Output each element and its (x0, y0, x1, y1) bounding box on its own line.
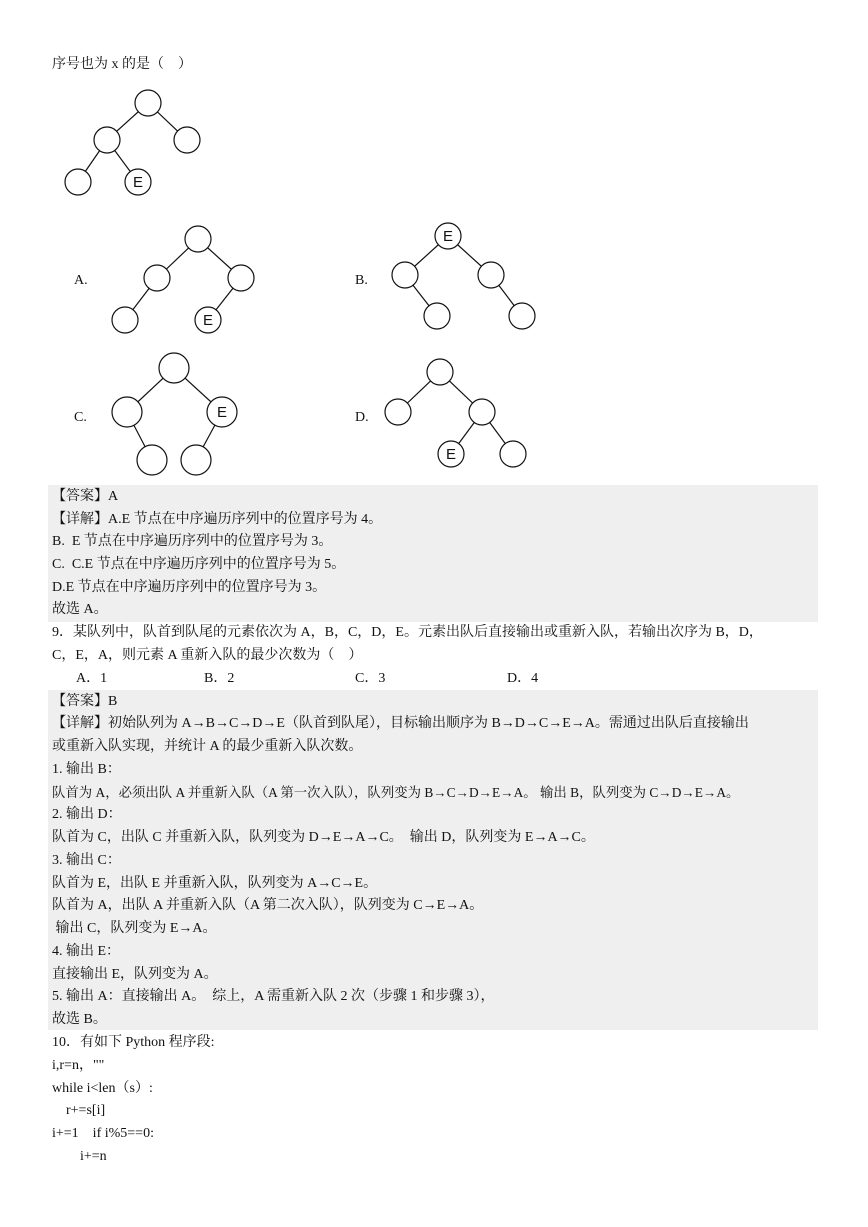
a9-line: 5. 输出 A：直接输出 A。 综上，A 需重新入队 2 次（步骤 1 和步骤 3）， (52, 989, 495, 1004)
q10-code-line: while i<len（s）: (52, 1081, 153, 1096)
node-label-e: E (132, 174, 144, 191)
a8-line: D.E 节点在中序遍历序列中的位置序号为 3。 (52, 580, 327, 595)
a9-line: 队首为 C，出队 C 并重新入队，队列变为 D→E→A→C。 输出 D，队列变为 E→A→C。 (52, 830, 595, 845)
option-c-label[interactable]: C. (74, 410, 87, 425)
node-label-e: E (442, 228, 454, 245)
node-label-e: E (202, 312, 214, 329)
a9-answer: 【答案】B (52, 694, 118, 709)
a9-line: 队首为 A，出队 A 并重新入队（A 第二次入队），队列变为 C→E→A。 (52, 898, 484, 913)
q9-choice-b[interactable]: B．2 (204, 671, 235, 686)
a9-line: 队首为 A，必须出队 A 并重新入队（A 第一次入队），队列变为 B→C→D→E→A。 输出 B，队列变为 C→D→E→A。 (52, 785, 740, 800)
a8-line: 【详解】A.E 节点在中序遍历序列中的位置序号为 4。 (52, 512, 383, 527)
q9-choice-c[interactable]: C．3 (355, 671, 386, 686)
q9-choice-a[interactable]: A．1 (76, 671, 108, 686)
a8-line: B. E 节点在中序遍历序列中的位置序号为 3。 (52, 534, 333, 549)
q10-code-line: i+=n (52, 1149, 107, 1164)
a9-line: 3. 输出 C： (52, 853, 121, 868)
a9-line: 4. 输出 E： (52, 944, 121, 959)
tree-option-a (112, 226, 254, 333)
q9-stem-line-2: C，E，A，则元素 A 重新入队的最少次数为（ ） (52, 648, 363, 663)
a8-line: C. C.E 节点在中序遍历序列中的位置序号为 5。 (52, 557, 346, 572)
q8-stem: 序号也为 x 的是（ ） (52, 57, 192, 72)
option-a-label[interactable]: A. (74, 273, 88, 288)
tree-option-d (385, 359, 526, 467)
node-label-e: E (216, 404, 228, 421)
a9-line: 故选 B。 (52, 1012, 107, 1027)
node-label-e: E (445, 446, 457, 463)
a9-line: 2. 输出 D： (52, 807, 122, 822)
option-d-label[interactable]: D. (355, 410, 369, 425)
q10-code-line: i,r=n，"" (52, 1058, 105, 1073)
a9-line: 或重新入队实现，并统计 A 的最少重新入队次数。 (52, 739, 363, 754)
binary-tree-figures (0, 0, 868, 490)
q10-code-line: r+=s[i] (52, 1103, 106, 1118)
a8-answer: 【答案】A (52, 489, 119, 504)
option-b-label[interactable]: B. (355, 273, 368, 288)
tree-option-b (392, 223, 535, 329)
tree-original (65, 90, 200, 195)
a9-line: 【详解】初始队列为 A→B→C→D→E（队首到队尾），目标输出顺序为 B→D→C→E→A。需通过出队后直接输出 (52, 716, 749, 731)
a9-line: 1. 输出 B： (52, 762, 121, 777)
a9-line: 队首为 E，出队 E 并重新入队，队列变为 A→C→E。 (52, 876, 378, 891)
q9-stem-line-1: 9．某队列中，队首到队尾的元素依次为 A，B，C，D，E。元素出队后直接输出或重新入队，若输出次序为 B，D， (52, 625, 763, 640)
a9-line: 输出 C，队列变为 E→A。 (52, 921, 217, 936)
q10-code-line: i+=1 if i%5==0: (52, 1126, 154, 1141)
a9-line: 直接输出 E，队列变为 A。 (52, 967, 218, 982)
q9-choice-d[interactable]: D．4 (507, 671, 539, 686)
q10-line: 10．有如下 Python 程序段: (52, 1035, 215, 1050)
a8-line: 故选 A。 (52, 602, 108, 617)
tree-option-c (112, 353, 237, 475)
